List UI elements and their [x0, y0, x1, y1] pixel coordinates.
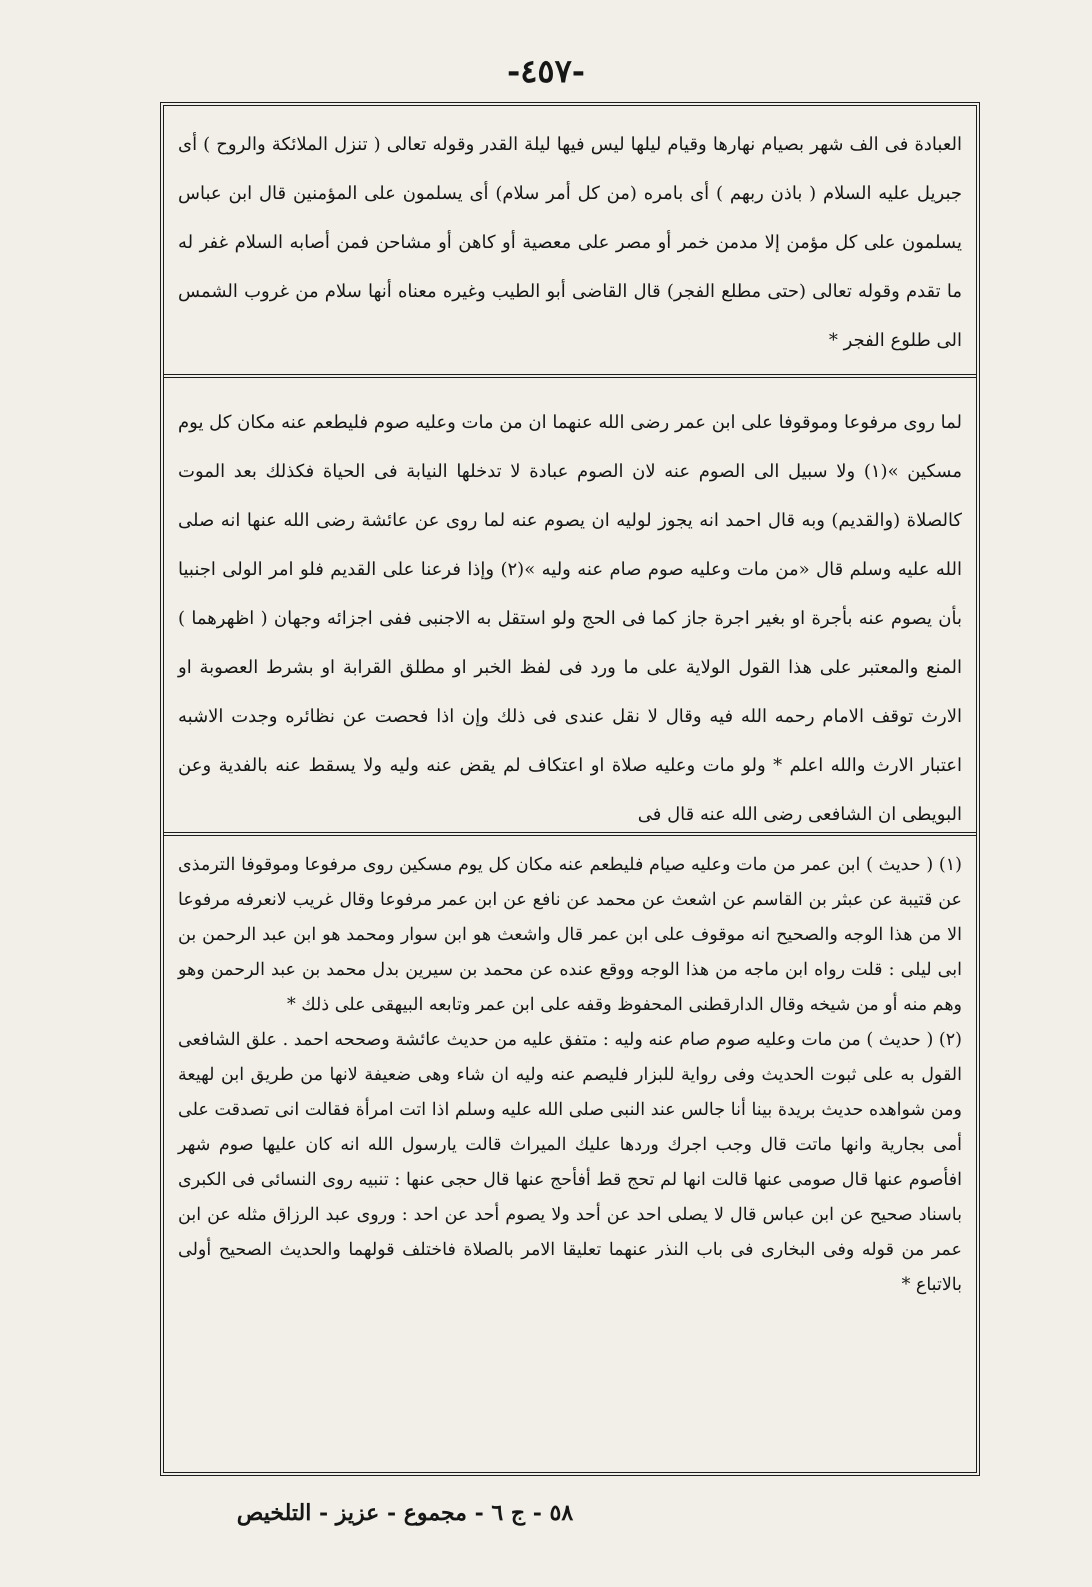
footnote-1: (١) ( حديث ) ابن عمر من مات وعليه صيام فليطعم عنه مكان كل يوم مسكين روى مرفوعا وموقوفا الترمذى عن قتيبة عن عبثر بن القاسم عن اشعث عن محمد عن نافع عن ابن عمر مرفوعا وقال غريب لانعرفه مرفوعا الا من هذا الوجه والصحيح انه موقوف على ابن عمر قال واشعث هو ابن سوار ومحمد هو ابن عبد الرحمن بن ابى ليلى : قلت رواه ابن ماجه من هذا الوجه ووقع عنده عن محمد بن سيرين بدل محمد بن عبد الرحمن وهو وهم منه أو من شيخه وقال الدارقطنى المحفوظ وقفه على ابن عمر وتابعه البيهقى على ذلك *	[178, 855, 962, 1015]
notes-divider	[164, 832, 976, 836]
page-number: -٤٥٧-	[506, 52, 586, 90]
footnotes-section	[164, 848, 976, 1468]
main-section	[164, 398, 976, 828]
footnote-2: (٢) ( حديث ) من مات وعليه صوم صام عنه وليه : متفق عليه من حديث عائشة وصححه احمد . علق الشافعى القول به على ثبوت الحديث وفى رواية للبزار فليصم عنه وليه ان شاء وهى ضعيفة لانها من طريق ابن لهيعة ومن شواهده حديث بريدة بينا أنا جالس عند النبى صلى الله عليه وسلم اذا اتت امرأة فقالت انى تصدقت على أمى بجارية وانها ماتت قال وجب اجرك وردها عليك الميراث قالت يارسول الله انه كان عليها صوم شهر افأصوم عنها قال صومى عنها قالت انها لم تحج قط أفأحج عنها قال حجى عنها : تنبيه روى النسائى فى الكبرى باسناد صحيح عن ابن عباس قال لا يصلى احد عن أحد ولا يصوم أحد عن احد : وروى عبد الرزاق مثله عن ابن عمر من قوله وفى البخارى فى باب النذر عنهما تعليقا الامر بالصلاة فاختلف قولهما والحديث الصحيح أولى بالاتباع *	[178, 1030, 962, 1295]
main-paragraph: لما روى مرفوعا وموقوفا على ابن عمر رضى الله عنهما ان من مات وعليه صوم فليطعم عنه مكان كل يوم مسكين »(١) ولا سبيل الى الصوم عنه لان الصوم عبادة لا تدخلها النيابة فى الحياة فكذلك بعد الموت كالصلاة (والقديم) وبه قال احمد انه يجوز لوليه ان يصوم عنه لما روى عن عائشة رضى الله عنها انه صلى الله عليه وسلم قال «من مات وعليه صوم صام عنه وليه »(٢) وإذا فرعنا على القديم فلو امر الولى اجنبيا بأن يصوم عنه بأجرة او بغير اجرة جاز كما فى الحج ولو استقل به الاجنبى ففى اجزائه وجهان ( اظهرهما ) المنع والمعتبر على هذا القول الولاية على ما ورد فى لفظ الخبر او مطلق القرابة او بشرط العصوبة او الارث توقف الامام رحمه الله فيه وقال لا نقل عندى فى ذلك وإن اذا فحصت عن نظائره وجدت الاشبه اعتبار الارث والله اعلم * ولو مات وعليه صلاة او اعتكاف لم يقض عنه وليه ولا يسقط عنه بالفدية وعن البويطى ان الشافعى رضى الله عنه قال فى	[178, 412, 963, 825]
text-frame	[160, 102, 980, 1476]
footer-signature: ٥٨ - ج ٦ - مجموع - عزيز - التلخيص	[236, 1500, 574, 1526]
top-paragraph: العبادة فى الف شهر بصيام نهارها وقيام ليلها ليس فيها ليلة القدر وقوله تعالى ( تنزل الملائكة والروح ) أى جبريل عليه السلام ( باذن ربهم ) أى بامره (من كل أمر سلام) أى يسلمون على المؤمنين قال ابن عباس يسلمون على كل مؤمن إلا مدمن خمر أو مصر على معصية أو كاهن أو مشاحن فمن أصابه السلام غفر له ما تقدم وقوله تعالى (حتى مطلع الفجر) قال القاضى أبو الطيب وغيره معناه أنها سلام من غروب الشمس الى طلوع الفجر *	[178, 134, 962, 351]
top-section	[164, 120, 976, 370]
section-divider	[164, 374, 976, 378]
